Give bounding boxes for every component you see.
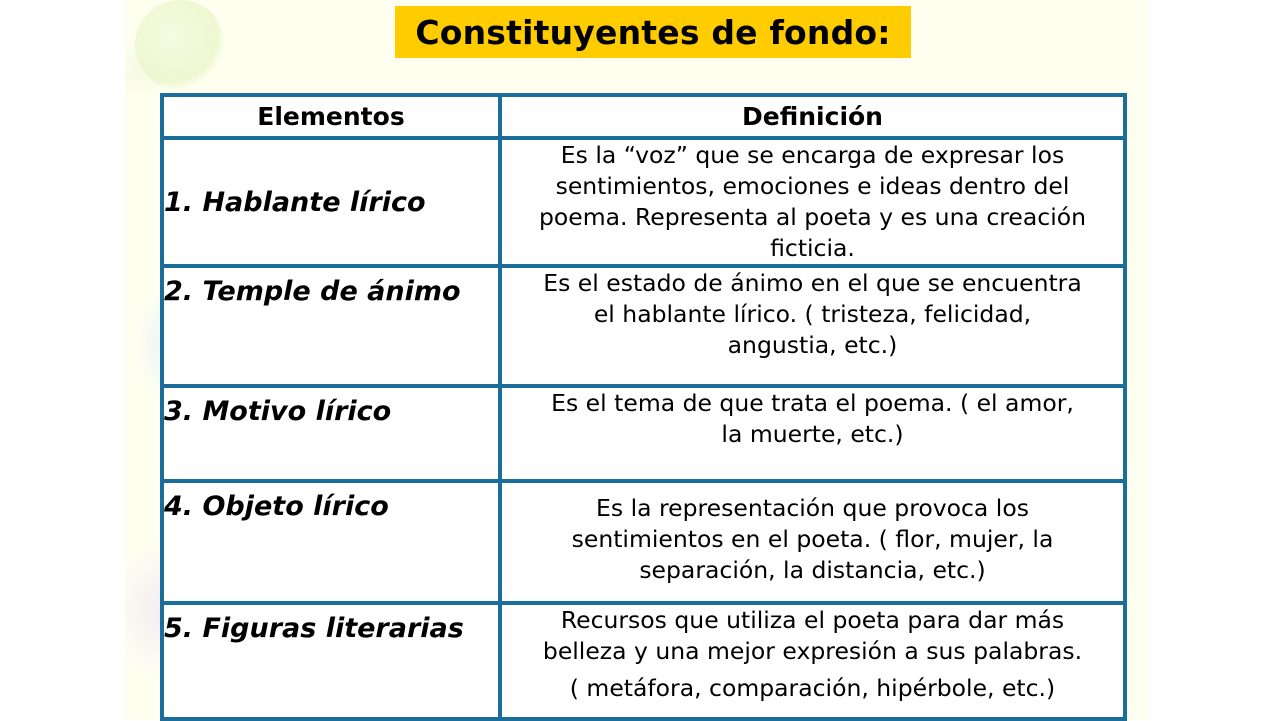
- element-name: 3. Motivo lírico: [162, 386, 500, 481]
- definition-line: belleza y una mejor expresión a sus palabras.: [542, 637, 1083, 665]
- definition-line: sentimientos en el poeta. ( flor, mujer, la: [571, 525, 1054, 553]
- element-definition: [500, 481, 1125, 603]
- definition-line: Es el estado de ánimo en el que se encuentra: [543, 269, 1082, 297]
- table-row: [162, 481, 1125, 603]
- column-header-elementos: Elementos: [162, 95, 500, 138]
- definition-line: Recursos que utiliza el poeta para dar más: [560, 606, 1065, 634]
- definition-line: sentimientos, emociones e ideas dentro del: [555, 172, 1070, 200]
- definition-line: la muerte, etc.): [721, 420, 904, 448]
- element-name: 2. Temple de ánimo: [162, 266, 500, 386]
- element-definition: [500, 603, 1125, 719]
- element-name: 5. Figuras literarias: [162, 603, 500, 719]
- element-definition: [500, 266, 1125, 386]
- elements-table: [160, 93, 1127, 721]
- definition-line: Es la representación que provoca los: [596, 494, 1029, 522]
- definition-line: ( metáfora, comparación, hipérbole, etc.): [569, 674, 1056, 702]
- definition-line: Es la “voz” que se encarga de expresar los: [560, 141, 1065, 169]
- definition-line: separación, la distancia, etc.): [639, 556, 986, 584]
- table-row: [162, 138, 1125, 266]
- table-header-row: [162, 95, 1125, 138]
- column-header-definicion: Definición: [500, 95, 1125, 138]
- table-row: [162, 386, 1125, 481]
- definition-line: angustia, etc.): [727, 331, 898, 359]
- element-definition: [500, 138, 1125, 266]
- definition-line: Es el tema de que trata el poema. ( el amor,: [551, 389, 1074, 417]
- definition-line: el hablante lírico. ( tristeza, felicidad,: [593, 300, 1032, 328]
- table-row: [162, 266, 1125, 386]
- definition-line: ficticia.: [770, 234, 855, 262]
- element-name: 1. Hablante lírico: [162, 138, 500, 266]
- element-definition: [500, 386, 1125, 481]
- page-title: Constituyentes de fondo:: [415, 12, 891, 52]
- table-row: [162, 603, 1125, 719]
- title-banner: [395, 6, 911, 58]
- element-name: 4. Objeto lírico: [162, 481, 500, 603]
- definition-line: poema. Representa al poeta y es una creación: [538, 203, 1086, 231]
